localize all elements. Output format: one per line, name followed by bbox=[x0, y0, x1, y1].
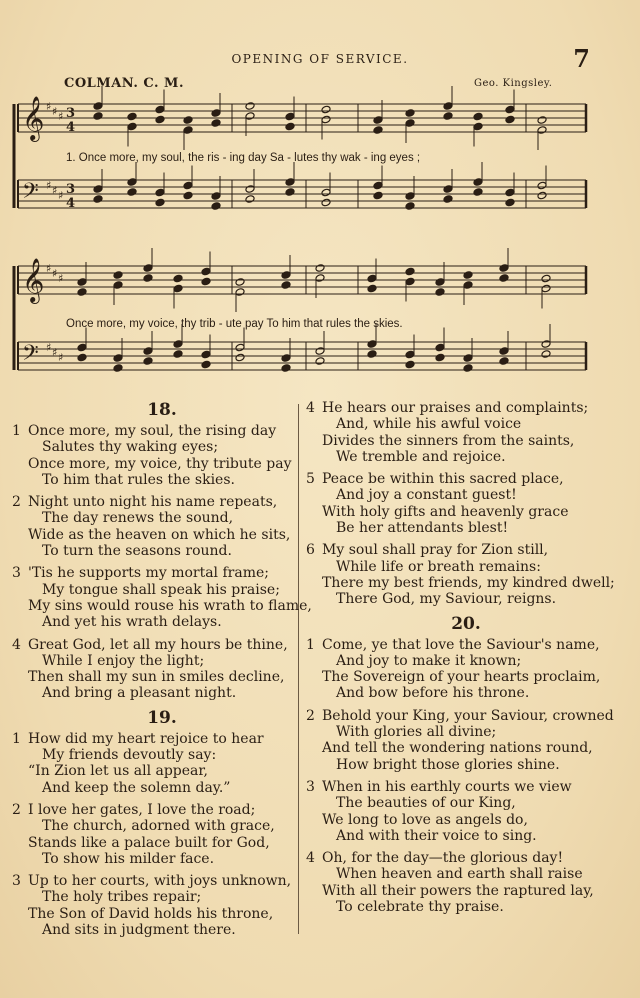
note-head bbox=[211, 119, 221, 128]
note-head bbox=[537, 126, 547, 135]
bass-clef: 𝄢 bbox=[22, 341, 39, 371]
note-head bbox=[173, 274, 183, 283]
note-head bbox=[173, 350, 183, 359]
note-head bbox=[373, 191, 383, 200]
stanza-number: 1 bbox=[12, 730, 21, 747]
note-head bbox=[201, 350, 211, 359]
note-head bbox=[235, 353, 245, 362]
note-head bbox=[93, 112, 103, 121]
verse-line: Once more, my voice, thy tribute pay bbox=[28, 455, 292, 472]
stanza-number: 2 bbox=[306, 707, 315, 724]
verse-line: We tremble and rejoice. bbox=[336, 448, 506, 465]
note-head bbox=[155, 188, 165, 197]
note-head bbox=[499, 264, 509, 273]
note-head bbox=[155, 115, 165, 124]
note-head bbox=[315, 357, 325, 366]
note-head bbox=[315, 264, 325, 273]
note-head bbox=[463, 364, 473, 373]
note-head bbox=[77, 278, 87, 287]
note-head bbox=[143, 347, 153, 356]
verse-line: My sins would rouse his wrath to flame, bbox=[28, 597, 312, 614]
note-head bbox=[113, 364, 123, 373]
verse-line: He hears our praises and complaints; bbox=[322, 400, 589, 416]
note-head bbox=[281, 281, 291, 290]
note-head bbox=[405, 267, 415, 276]
note-head bbox=[505, 198, 515, 207]
verse-line: We long to love as angels do, bbox=[322, 811, 528, 828]
time-signature-top: 3 bbox=[66, 106, 76, 121]
note-head bbox=[281, 354, 291, 363]
note-head bbox=[285, 122, 295, 131]
note-head bbox=[373, 181, 383, 190]
running-title: OPENING OF SERVICE. bbox=[231, 52, 409, 66]
sharp-sign: ♯ bbox=[52, 184, 58, 197]
verse-line: To celebrate thy praise. bbox=[336, 899, 504, 916]
note-head bbox=[373, 116, 383, 125]
note-head bbox=[201, 360, 211, 369]
hymn-20-stanza-2 bbox=[306, 708, 626, 773]
sharp-sign: ♯ bbox=[46, 262, 52, 275]
note-head bbox=[127, 188, 137, 197]
note-head bbox=[473, 122, 483, 131]
note-head bbox=[315, 347, 325, 356]
note-head bbox=[183, 126, 193, 135]
stanza-number: 3 bbox=[306, 778, 315, 795]
left-column bbox=[12, 400, 312, 944]
note-head bbox=[373, 126, 383, 135]
hymn-20-stanza-4 bbox=[306, 850, 626, 915]
note-head bbox=[127, 178, 137, 187]
note-head bbox=[315, 274, 325, 283]
note-head bbox=[281, 364, 291, 373]
note-head bbox=[537, 191, 547, 200]
note-head bbox=[473, 112, 483, 121]
note-head bbox=[235, 278, 245, 287]
note-head bbox=[537, 116, 547, 125]
hymn-18-stanza-2 bbox=[12, 494, 312, 559]
hymn-19-stanza-6 bbox=[306, 542, 626, 607]
verse-line: There God, my Saviour, reigns. bbox=[336, 591, 557, 608]
verse-line: How did my heart rejoice to hear bbox=[28, 730, 264, 747]
note-head bbox=[405, 109, 415, 118]
music-lyrics-line-1: 1. Once more, my soul, the ris - ing day Sa - lutes thy wak - ing eyes ; bbox=[66, 152, 421, 164]
note-head bbox=[183, 181, 193, 190]
verse-line: And keep the solemn day.” bbox=[42, 779, 231, 796]
verse-line: When heaven and earth shall raise bbox=[336, 866, 583, 883]
sharp-sign: ♯ bbox=[52, 267, 58, 280]
verse-line: With glories all divine; bbox=[336, 724, 497, 741]
note-head bbox=[285, 112, 295, 121]
note-head bbox=[143, 274, 153, 283]
hymn-19-stanza-5 bbox=[306, 471, 626, 536]
verse-line: Salutes thy waking eyes; bbox=[42, 439, 219, 456]
verse-line: The holy tribes repair; bbox=[42, 889, 202, 906]
bass-clef: 𝄢 bbox=[22, 179, 39, 209]
note-head bbox=[321, 198, 331, 207]
hymn-19-stanza-1 bbox=[12, 731, 312, 796]
stanza-number: 4 bbox=[12, 636, 21, 653]
time-signature-bottom: 4 bbox=[66, 120, 76, 135]
verse-line: The beauties of our King, bbox=[336, 795, 516, 812]
note-head bbox=[201, 267, 211, 276]
verse-line: And yet his wrath delays. bbox=[42, 614, 222, 631]
note-head bbox=[211, 192, 221, 201]
page-number: 7 bbox=[573, 44, 590, 73]
verse-line: Oh, for the day—the glorious day! bbox=[322, 850, 564, 867]
verse-line: The day renews the sound, bbox=[42, 510, 234, 527]
verse-line: I love her gates, I love the road; bbox=[28, 801, 256, 818]
verse-line: My friends devoutly say: bbox=[42, 747, 217, 764]
stanza-number: 3 bbox=[12, 873, 21, 890]
verse-line: With all their powers the raptured lay, bbox=[322, 882, 594, 899]
note-head bbox=[405, 202, 415, 211]
note-head bbox=[77, 343, 87, 352]
verse-line: Stands like a palace built for God, bbox=[28, 834, 270, 851]
verse-line: And with their voice to sing. bbox=[336, 827, 537, 844]
verse-line: To him that rules the skies. bbox=[42, 471, 235, 488]
verse-line: Then shall my sun in smiles decline, bbox=[28, 669, 285, 686]
note-head bbox=[173, 284, 183, 293]
right-column bbox=[306, 400, 626, 921]
note-head bbox=[235, 288, 245, 297]
note-head bbox=[127, 122, 137, 131]
stanza-number: 4 bbox=[306, 400, 315, 416]
note-head bbox=[443, 185, 453, 194]
note-head bbox=[201, 277, 211, 286]
composer-credit: Geo. Kingsley. bbox=[474, 78, 553, 89]
verse-line: And joy to make it known; bbox=[336, 652, 522, 669]
note-head bbox=[127, 112, 137, 121]
verse-line: Behold your King, your Saviour, crowned bbox=[322, 707, 614, 724]
note-head bbox=[321, 188, 331, 197]
note-head bbox=[143, 357, 153, 366]
verse-line: And bow before his throne. bbox=[336, 685, 530, 702]
verse-line: To show his milder face. bbox=[42, 850, 215, 867]
note-head bbox=[541, 274, 551, 283]
note-head bbox=[155, 105, 165, 114]
verse-line: And tell the wondering nations round, bbox=[322, 740, 593, 757]
note-head bbox=[443, 112, 453, 121]
note-head bbox=[183, 116, 193, 125]
note-head bbox=[77, 288, 87, 297]
verse-line: The church, adorned with grace, bbox=[42, 818, 275, 835]
note-head bbox=[143, 264, 153, 273]
note-head bbox=[505, 115, 515, 124]
note-head bbox=[463, 281, 473, 290]
hymn-19-stanza-3 bbox=[12, 873, 312, 938]
verse-line: While I enjoy the light; bbox=[42, 652, 205, 669]
verse-line: Come, ye that love the Saviour's name, bbox=[322, 636, 600, 653]
stanza-number: 2 bbox=[12, 494, 21, 511]
note-head bbox=[463, 354, 473, 363]
note-head bbox=[367, 340, 377, 349]
verse-line: How bright those glories shine. bbox=[336, 756, 560, 773]
note-head bbox=[235, 343, 245, 352]
stanza-number: 5 bbox=[306, 471, 315, 488]
note-head bbox=[541, 350, 551, 359]
note-head bbox=[405, 277, 415, 286]
note-head bbox=[93, 195, 103, 204]
note-head bbox=[443, 102, 453, 111]
note-head bbox=[183, 191, 193, 200]
note-head bbox=[321, 115, 331, 124]
note-head bbox=[113, 354, 123, 363]
hymn-number-20: 20. bbox=[451, 613, 481, 634]
note-head bbox=[321, 105, 331, 114]
note-head bbox=[113, 281, 123, 290]
verse-line: 'Tis he supports my mortal frame; bbox=[28, 565, 269, 582]
treble-clef: 𝄞 bbox=[22, 96, 45, 140]
verse-line: And joy a constant guest! bbox=[336, 487, 517, 504]
time-signature-top: 3 bbox=[66, 182, 76, 197]
verse-line: And, while his awful voice bbox=[336, 416, 522, 433]
music-lyrics-line-2: Once more, my voice, thy trib - ute pay To him that rules the skies. bbox=[66, 318, 403, 330]
stanza-number: 1 bbox=[306, 636, 315, 653]
note-head bbox=[211, 109, 221, 118]
sharp-sign: ♯ bbox=[58, 189, 64, 202]
sharp-sign: ♯ bbox=[52, 346, 58, 359]
note-head bbox=[93, 102, 103, 111]
verse-line: And sits in judgment there. bbox=[42, 922, 236, 939]
hymn-20-stanza-1 bbox=[306, 637, 626, 702]
sharp-sign: ♯ bbox=[46, 100, 52, 113]
note-head bbox=[499, 274, 509, 283]
note-head bbox=[499, 357, 509, 366]
note-head bbox=[405, 192, 415, 201]
note-head bbox=[473, 178, 483, 187]
verse-line: With holy gifts and heavenly grace bbox=[322, 503, 569, 520]
verse-line: When in his earthly courts we view bbox=[322, 778, 572, 795]
note-head bbox=[435, 353, 445, 362]
tune-name: COLMAN. C. M. bbox=[64, 76, 184, 91]
treble-clef: 𝄞 bbox=[22, 258, 45, 302]
note-head bbox=[537, 181, 547, 190]
note-head bbox=[245, 112, 255, 121]
note-head bbox=[93, 185, 103, 194]
note-head bbox=[113, 271, 123, 280]
verse-line: The Sovereign of your hearts proclaim, bbox=[322, 669, 601, 686]
verse-line: Be her attendants blest! bbox=[336, 520, 509, 537]
verse-line: “In Zion let us all appear, bbox=[28, 763, 209, 780]
verse-line: The Son of David holds his throne, bbox=[28, 905, 274, 922]
note-head bbox=[505, 188, 515, 197]
note-head bbox=[367, 274, 377, 283]
sharp-sign: ♯ bbox=[52, 105, 58, 118]
hymn-19-stanza-4 bbox=[306, 400, 626, 465]
note-head bbox=[281, 271, 291, 280]
note-head bbox=[367, 284, 377, 293]
verse-line: Up to her courts, with joys unknown, bbox=[28, 873, 292, 890]
verse-line: Great God, let all my hours be thine, bbox=[28, 636, 288, 653]
time-signature-bottom: 4 bbox=[66, 196, 76, 211]
note-head bbox=[245, 195, 255, 204]
hymn-18-stanza-4 bbox=[12, 637, 312, 702]
note-head bbox=[77, 353, 87, 362]
note-head bbox=[367, 350, 377, 359]
verse-line: Night unto night his name repeats, bbox=[28, 494, 278, 511]
verse-line: To turn the seasons round. bbox=[42, 543, 232, 560]
stanza-number: 4 bbox=[306, 850, 315, 867]
verse-line: While life or breath remains: bbox=[336, 558, 541, 575]
note-head bbox=[405, 350, 415, 359]
note-head bbox=[405, 119, 415, 128]
note-head bbox=[285, 178, 295, 187]
verse-line: Once more, my soul, the rising day bbox=[28, 423, 277, 439]
verse-line: And bring a pleasant night. bbox=[42, 685, 237, 702]
hymn-number-18: 18. bbox=[147, 400, 177, 420]
stanza-number: 3 bbox=[12, 565, 21, 582]
hymn-18-stanza-1 bbox=[12, 423, 312, 488]
note-head bbox=[435, 288, 445, 297]
sharp-sign: ♯ bbox=[58, 272, 64, 285]
note-head bbox=[173, 340, 183, 349]
note-head bbox=[541, 340, 551, 349]
note-head bbox=[473, 188, 483, 197]
stanza-number: 6 bbox=[306, 542, 315, 559]
hymn-20-stanza-3 bbox=[306, 779, 626, 844]
verse-line: Divides the sinners from the saints, bbox=[322, 432, 575, 449]
note-head bbox=[435, 278, 445, 287]
note-head bbox=[499, 347, 509, 356]
sharp-sign: ♯ bbox=[46, 179, 52, 192]
hymn-number-19: 19. bbox=[147, 707, 177, 728]
note-head bbox=[245, 185, 255, 194]
note-head bbox=[211, 202, 221, 211]
note-head bbox=[443, 195, 453, 204]
sharp-sign: ♯ bbox=[58, 351, 64, 364]
note-head bbox=[463, 271, 473, 280]
note-head bbox=[155, 198, 165, 207]
sharp-sign: ♯ bbox=[46, 341, 52, 354]
note-head bbox=[505, 105, 515, 114]
verse-line: Peace be within this sacred place, bbox=[322, 471, 564, 488]
verse-line: My tongue shall speak his praise; bbox=[42, 581, 280, 598]
note-head bbox=[435, 343, 445, 352]
note-head bbox=[541, 284, 551, 293]
sharp-sign: ♯ bbox=[58, 110, 64, 123]
note-head bbox=[285, 188, 295, 197]
note-head bbox=[245, 102, 255, 111]
music-score bbox=[0, 0, 640, 400]
stanza-number: 1 bbox=[12, 423, 21, 439]
verse-line: There my best friends, my kindred dwell; bbox=[322, 574, 615, 591]
hymn-18-stanza-3 bbox=[12, 565, 312, 630]
note-head bbox=[405, 360, 415, 369]
stanza-number: 2 bbox=[12, 801, 21, 818]
hymn-19-stanza-2 bbox=[12, 802, 312, 867]
verse-line: Wide as the heaven on which he sits, bbox=[28, 526, 291, 543]
verse-line: My soul shall pray for Zion still, bbox=[322, 542, 549, 559]
